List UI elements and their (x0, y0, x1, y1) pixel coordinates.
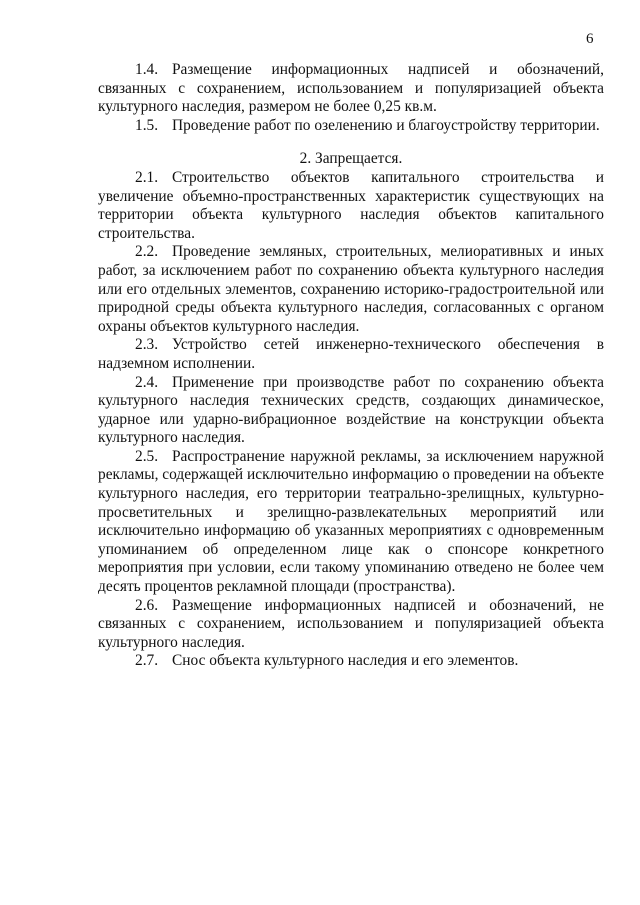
item-number: 2.7. (135, 652, 159, 670)
list-item-2-4 (98, 374, 604, 448)
list-item-2-5 (98, 448, 604, 597)
list-item-1-4 (98, 61, 604, 117)
list-item-1-5 (98, 117, 604, 136)
list-item-2-3 (98, 336, 604, 373)
item-text: Размещение информационных надписей и обозначений, связанных с сохранением, использованием и популяризацией объекта культурного наследия, размером не более 0,25 кв.м. (98, 61, 604, 116)
item-text: Снос объекта культурного наследия и его элементов. (172, 652, 519, 670)
item-number: 2.6. (135, 596, 159, 614)
page-number: 6 (586, 31, 594, 47)
document-body (98, 61, 604, 671)
list-item-2-6 (98, 597, 604, 653)
list-item-2-1 (98, 169, 604, 243)
item-text: Проведение работ по озеленению и благоустройству территории. (172, 116, 600, 134)
item-text: Строительство объектов капитального строительства и увеличение объемно-пространственных характеристик существующих на территории объекта культурного наследия объектов капитального строительства. (98, 168, 604, 242)
item-number: 2.5. (135, 447, 159, 465)
item-number: 2.1. (135, 168, 159, 186)
item-number: 2.3. (135, 336, 159, 354)
item-text: Размещение информационных надписей и обозначений, не связанных с сохранением, использованием и популяризацией объекта культурного наследия. (98, 596, 604, 651)
item-text: Устройство сетей инженерно-технического обеспечения в надземном исполнении. (98, 336, 604, 372)
item-number: 2.2. (135, 243, 159, 261)
item-text: Распространение наружной рекламы, за исключением наружной рекламы, содержащей исключительно информацию о проведении на объекте культурного наследия, его территории театрально-зрелищных, культурно-просветительных и зрелищно-развлекательных мероприятий или исключительно информацию об указанных мероприятиях с одновременным упоминанием об определенном лице как о спонсоре конкретного мероприятия при условии, если такому упоминанию отведено не более чем десять процентов рекламной площади (пространства). (98, 447, 604, 596)
item-number: 2.4. (135, 373, 159, 391)
item-text: Проведение земляных, строительных, мелиоративных и иных работ, за исключением работ по сохранению объекта культурного наследия или его отдельных элементов, сохранению историко-градостроительной или природной среды объекта культурного наследия, согласованных с органом охраны объектов культурного наследия. (98, 243, 604, 335)
item-text: Применение при производстве работ по сохранению объекта культурного наследия технических средств, создающих динамическое, ударное или ударно-вибрационное воздействие на конструкции объекта культурного наследия. (98, 373, 604, 447)
list-item-2-7 (98, 652, 604, 671)
item-number: 1.4. (135, 61, 159, 78)
list-item-2-2 (98, 243, 604, 336)
section-heading: 2. Запрещается. (299, 150, 403, 168)
item-number: 1.5. (135, 116, 159, 134)
